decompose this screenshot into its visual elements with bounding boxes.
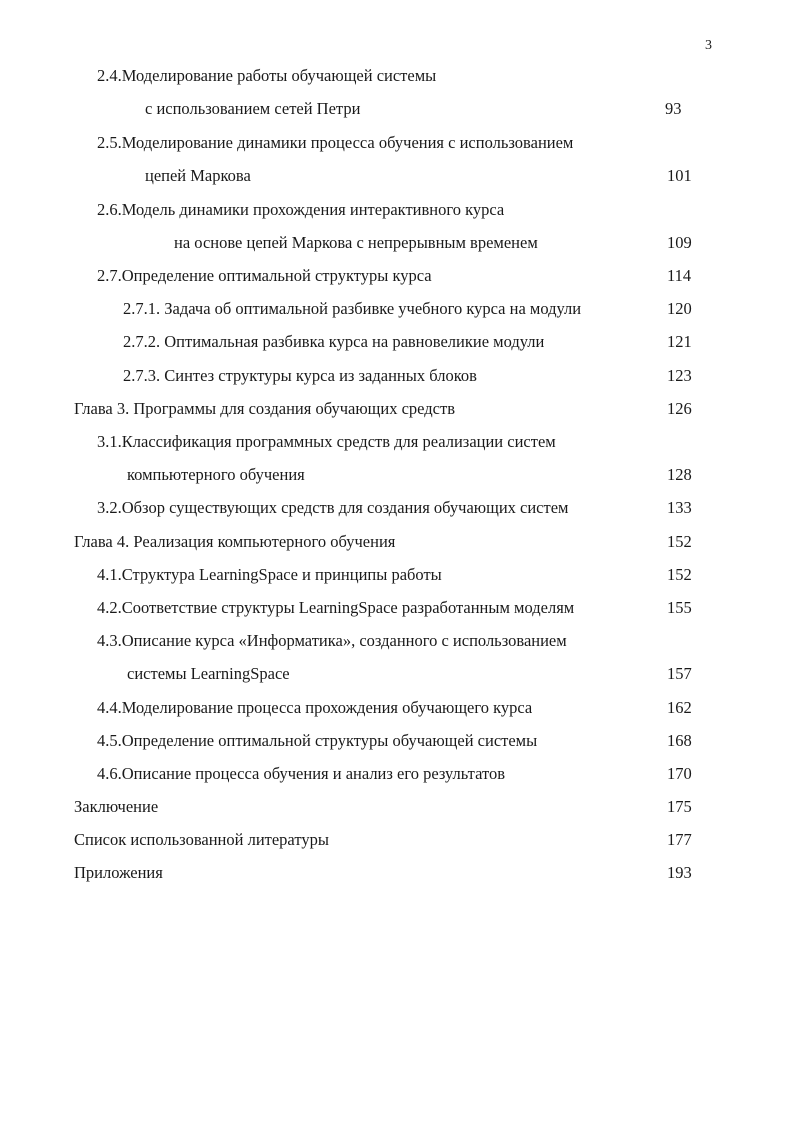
- toc-page-conclusion: 175: [667, 797, 692, 816]
- toc-item-2-6: 2.6.Модель динамики прохождения интерактивного курса: [97, 200, 505, 219]
- toc-item-4-3-cont: системы LearningSpace: [127, 664, 290, 683]
- toc-item-4-5: 4.5.Определение оптимальной структуры обучающей системы: [97, 731, 538, 750]
- toc-conclusion: Заключение: [74, 797, 159, 816]
- toc-item-2-4: 2.4.Моделирование работы обучающей системы: [97, 66, 437, 85]
- toc-item-2-5-cont: цепей Маркова: [145, 166, 251, 185]
- toc-item-2-7-2: 2.7.2. Оптимальная разбивка курса на равновеликие модули: [123, 332, 545, 351]
- toc-item-4-2: 4.2.Соответствие структуры LearningSpace разработанным моделям: [97, 598, 575, 617]
- toc-item-2-6-cont: на основе цепей Маркова с непрерывным временем: [174, 233, 538, 252]
- toc-page-4-3: 157: [667, 664, 692, 683]
- toc-page-appendices: 193: [667, 863, 692, 882]
- toc-page-3-2: 133: [667, 498, 692, 517]
- toc-page-2-7-2: 121: [667, 332, 692, 351]
- toc-item-4-4: 4.4.Моделирование процесса прохождения обучающего курса: [97, 698, 533, 717]
- toc-item-3-1-cont: компьютерного обучения: [127, 465, 305, 484]
- toc-page-4-1: 152: [667, 565, 692, 584]
- toc-page-2-7-3: 123: [667, 366, 692, 385]
- toc-item-3-2: 3.2.Обзор существующих средств для создания обучающих систем: [97, 498, 569, 517]
- toc-item-2-7-1: 2.7.1. Задача об оптимальной разбивке учебного курса на модули: [123, 299, 582, 318]
- toc-page-4-5: 168: [667, 731, 692, 750]
- toc-page-2-4: 93: [665, 99, 682, 118]
- toc-item-2-4-cont: с использованием сетей Петри: [145, 99, 361, 118]
- toc-page-2-7-1: 120: [667, 299, 692, 318]
- toc-page-4-4: 162: [667, 698, 692, 717]
- toc-item-2-5: 2.5.Моделирование динамики процесса обучения с использованием: [97, 133, 574, 152]
- toc-item-4-1: 4.1.Структура LearningSpace и принципы работы: [97, 565, 442, 584]
- toc-page-chapter-4: 152: [667, 532, 692, 551]
- toc-page-2-6: 109: [667, 233, 692, 252]
- toc-page-bibliography: 177: [667, 830, 692, 849]
- page-number: 3: [705, 38, 712, 53]
- toc-chapter-3: Глава 3. Программы для создания обучающих средств: [74, 399, 455, 418]
- toc-page-chapter-3: 126: [667, 399, 692, 418]
- toc-page-2-7: 114: [667, 266, 692, 285]
- toc-page-4-6: 170: [667, 764, 692, 783]
- toc-item-3-1: 3.1.Классификация программных средств для реализации систем: [97, 432, 556, 451]
- toc-chapter-4: Глава 4. Реализация компьютерного обучения: [74, 532, 396, 551]
- toc-item-2-7: 2.7.Определение оптимальной структуры курса: [97, 266, 432, 285]
- toc-page-4-2: 155: [667, 598, 692, 617]
- toc-item-4-6: 4.6.Описание процесса обучения и анализ его результатов: [97, 764, 506, 783]
- toc-item-2-7-3: 2.7.3. Синтез структуры курса из заданных блоков: [123, 366, 477, 385]
- toc-page-3-1: 128: [667, 465, 692, 484]
- toc-item-4-3: 4.3.Описание курса «Информатика», созданного с использованием: [97, 631, 567, 650]
- toc-bibliography: Список использованной литературы: [74, 830, 329, 849]
- toc-page-2-5: 101: [667, 166, 692, 185]
- toc-appendices: Приложения: [74, 863, 163, 882]
